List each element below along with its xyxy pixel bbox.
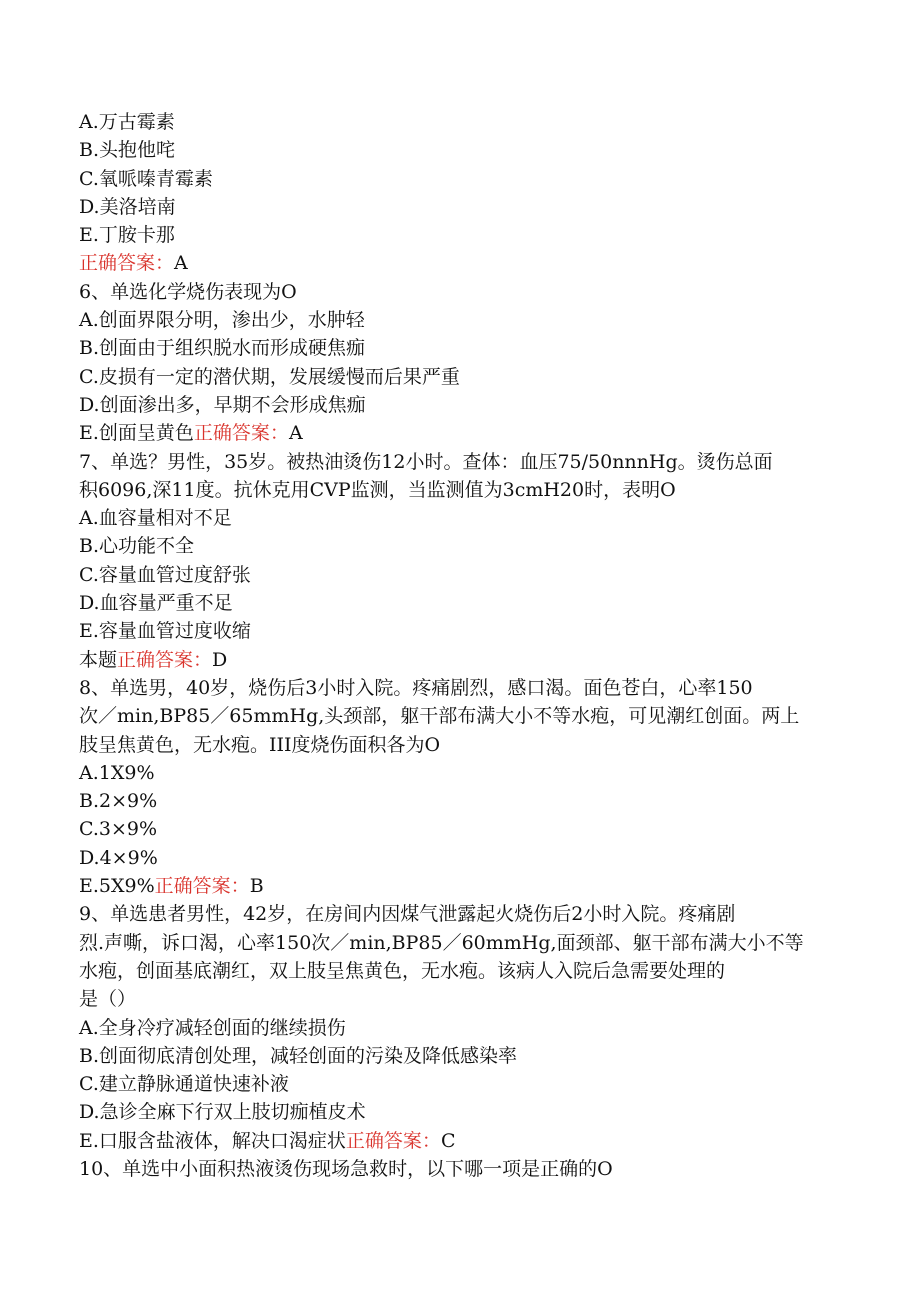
question-line: 10、单选中小面积热液烫伤现场急救时，以下哪一项是正确的O	[79, 1157, 613, 1180]
option-line: C.皮损有一定的潜伏期，发展缓慢而后果严重	[79, 365, 460, 388]
option-answer-line	[79, 872, 839, 900]
answer-value: B	[249, 875, 264, 898]
question-line: 次／min,BP85／65mmHg,头颈部，躯干部布满大小不等水疱，可见潮红创面。两上	[79, 705, 800, 728]
answer-label: 正确答案：	[345, 1129, 441, 1152]
option-text: E.5X9%	[79, 875, 155, 898]
answer-value: C	[440, 1129, 456, 1152]
option-line: C.3×9%	[79, 818, 158, 841]
option-line: B.头抱他咤	[79, 139, 176, 162]
document-page	[79, 108, 839, 1183]
answer-prefix: 本题	[79, 648, 118, 671]
answer-label: 正确答案：	[79, 252, 175, 275]
option-line: A.全身冷疗减轻创面的继续损伤	[79, 1016, 346, 1039]
option-line: C.建立静脉通道快速补液	[79, 1073, 289, 1096]
option-line: A.万古霉素	[79, 111, 175, 133]
option-line: D.4×9%	[79, 846, 158, 869]
answer-value: A	[288, 422, 303, 445]
answer-line	[79, 646, 839, 674]
option-line: B.创面由于组织脱水而形成硬焦痂	[79, 337, 366, 360]
answer-line	[79, 249, 839, 277]
option-line: B.心功能不全	[79, 535, 195, 558]
option-line: D.血容量严重不足	[79, 592, 233, 615]
option-answer-line	[79, 1127, 839, 1155]
option-line: A.血容量相对不足	[79, 507, 232, 530]
option-line: D.创面渗出多，早期不会形成焦痂	[79, 393, 366, 416]
option-line: E.丁胺卡那	[79, 224, 175, 247]
option-line: A.1X9%	[79, 761, 155, 784]
question-line: 是（）	[79, 988, 137, 1011]
answer-label: 正确答案：	[117, 648, 213, 671]
question-line: 烈.声嘶，诉口渴，心率150次／min,BP85／60mmHg,面颈部、躯干部布满大小不等	[79, 931, 804, 954]
option-answer-line	[79, 419, 839, 447]
answer-value: D	[212, 648, 228, 671]
question-line: 肢呈焦黄色，无水疱。III度烧伤面积各为O	[79, 733, 441, 756]
option-line: E.容量血管过度收缩	[79, 620, 251, 643]
option-text: E.口服含盐液体，解决口渴症状	[79, 1129, 346, 1152]
option-line: C.氧哌嗪青霉素	[79, 167, 213, 190]
question-line: 6、单选化学烧伤表现为O	[79, 280, 297, 303]
option-line: D.急诊全麻下行双上肢切痂植皮术	[79, 1101, 366, 1124]
answer-label: 正确答案：	[193, 422, 289, 445]
answer-label: 正确答案：	[154, 875, 250, 898]
option-line: D.美洛培南	[79, 195, 176, 218]
question-line: 7、单选？男性，35岁。被热油烫伤12小时。查体：血压75/50nnnHg。烫伤总面	[79, 450, 773, 473]
option-line: A.创面界限分明，渗出少，水肿轻	[79, 309, 365, 332]
option-line: B.创面彻底清创处理，减轻创面的污染及降低感染率	[79, 1044, 518, 1067]
question-line: 积6096,深11度。抗休克用CVP监测，当监测值为3cmH20时，表明O	[79, 478, 676, 501]
answer-value: A	[174, 252, 188, 275]
question-line: 水疱，创面基底潮红，双上肢呈焦黄色，无水疱。该病人入院后急需要处理的	[79, 959, 726, 982]
question-line: 9、单选患者男性，42岁，在房间内因煤气泄露起火烧伤后2小时入院。疼痛剧	[79, 903, 736, 926]
option-line: B.2×9%	[79, 790, 158, 813]
option-line: C.容量血管过度舒张	[79, 563, 251, 586]
question-line: 8、单选男，40岁，烧伤后3小时入院。疼痛剧烈，感口渴。面色苍白，心率150	[79, 676, 753, 699]
option-text: E.创面呈黄色	[79, 422, 194, 445]
